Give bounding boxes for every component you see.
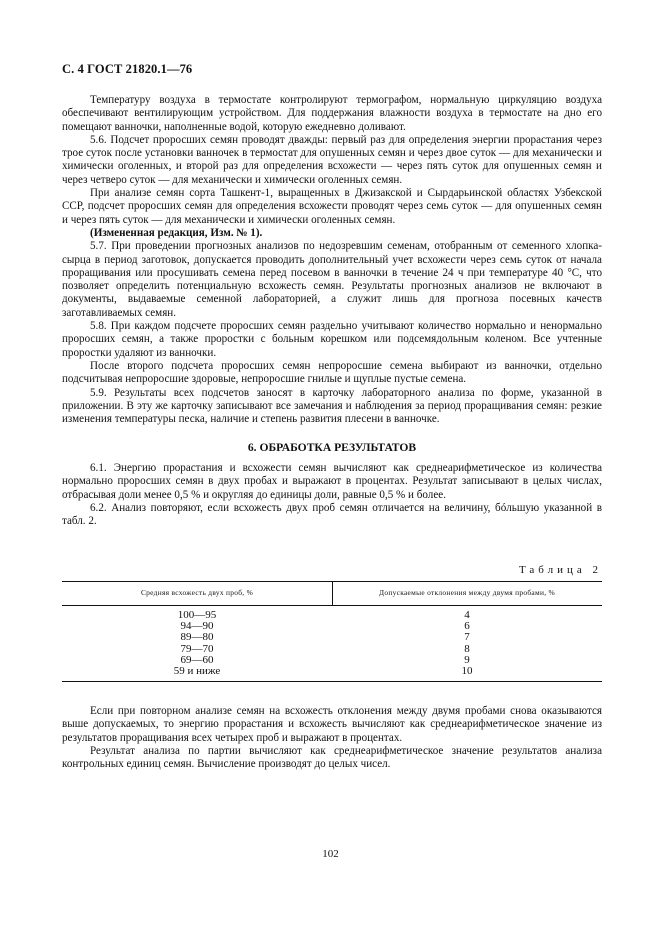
- section-6-text: [62, 462, 602, 528]
- closing-text: [62, 705, 602, 771]
- section-5-text: [62, 94, 602, 426]
- table-cell-deviation: 4: [464, 609, 470, 621]
- table-cell-range: 89—80: [180, 631, 214, 644]
- table-cell-deviation: 10: [461, 664, 473, 677]
- paragraph-tashkent: При анализе семян сорта Ташкент-1, выращенных в Джизакской и Сырдарьинской областях Узбекской ССР, подсчет проросших семян для определения всхожести проводят через семь суток — для опушенных семян и через пять суток — для механически и химически оголенных семян.: [62, 187, 602, 226]
- table-cell-range: 100—95: [177, 609, 217, 621]
- paragraph-5-6: 5.6. Подсчет проросших семян проводят дважды: первый раз для определения энергии прорастания через трое суток после установки ванночек в термостат для опушенных семян и через двое суток — для механически и химически оголенных, и второй раз для определения всхожести — через пять суток для опушенных семян и через четверо суток — для механически и химически оголенных семян.: [62, 133, 602, 186]
- paragraph-6-1: 6.1. Энергию прорастания и всхожести семян вычисляют как среднеарифметическое из количества нормально проросших семян в двух пробах и выражают в процентах. Результат записывают в целых числах, отбрасывая доли менее 0,5 % и округляя до единицы доли, равные 0,5 % и более.: [62, 462, 602, 501]
- paragraph-batch-result: Результат анализа по партии вычисляют как среднеарифметическое значение результатов анализа контрольных единиц семян. Вычисление производят до целых чисел.: [62, 744, 602, 771]
- table-cell-range: 79—70: [180, 642, 214, 655]
- paragraph-repeat-analysis: Если при повторном анализе семян на всхожесть отклонения между двумя пробами снова оказываются выше допускаемых, то энергию прорастания и всхожесть вычисляют как среднеарифметическое значение из результатов проращивания всех четырех проб и выражают в процентах.: [62, 705, 602, 744]
- table-rule-header: [62, 605, 602, 606]
- table-cell-range: 69—60: [180, 653, 214, 666]
- page-number: 102: [322, 848, 339, 860]
- table-caption: Таблица 2: [518, 564, 602, 576]
- paragraph-thermostat: Температуру воздуха в термостате контролируют термографом, нормальную циркуляцию воздуха обеспечивают вентилирующим устройством. Для поддержания влажности воздуха в термостате на дно его помещают ванночки, наполненные водой, которую ежедневно доливают.: [62, 94, 602, 133]
- table-cell-range: 59 и ниже: [173, 664, 221, 677]
- paragraph-5-7: 5.7. При проведении прогнозных анализов по недозревшим семенам, отобранным от семенного хлопка-сырца в период заготовок, допускается проводить дополнительный учет всхожести через семь суток от начала проращивания или просушивать семена перед посевом в ванночки в течение 24 ч при температуре 40 °С, что позволяет определить потенциальную всхожесть семян. Результаты прогнозных анализов не включают в документы, выдаваемые семенной лабораторией, а служит лишь для прогноза посевных качеств заготавливаемых семян.: [62, 240, 602, 319]
- section-heading: 6. ОБРАБОТКА РЕЗУЛЬТАТОВ: [247, 441, 417, 454]
- page-header: С. 4 ГОСТ 21820.1—76: [62, 62, 193, 76]
- table-cell-deviation: 9: [464, 653, 470, 666]
- table-cell-deviation: 8: [464, 642, 470, 655]
- paragraph-6-2: 6.2. Анализ повторяют, если всхожесть двух проб семян отличается на величину, бóльшую указанной в табл. 2.: [62, 501, 602, 528]
- table-header-germination: Средняя всхожесть двух проб, %: [140, 588, 254, 597]
- table-cell-range: 94—90: [180, 620, 214, 633]
- table-cell-deviation: 7: [464, 631, 470, 644]
- table-cell-deviation: 6: [464, 620, 470, 633]
- paragraph-5-8: 5.8. При каждом подсчете проросших семян раздельно учитывают количество нормально и ненормально проросших семян, а также проростки с больным корешком или подсемядольным коленом. Все учтенные проростки удаляют из ванночки.: [62, 320, 602, 359]
- paragraph-5-9: 5.9. Результаты всех подсчетов заносят в карточку лабораторного анализа по форме, указанной в приложении. В эту же карточку записывают все замечания и наблюдения за период проращивания семян: резкие изменения температуры песка, наличие и степень развития плесени в ванночке.: [62, 386, 602, 426]
- paragraph-second-count: После второго подсчета проросших семян непроросшие семена выбирают из ванночки, отдельно подсчитывая непроросшие здоровые, непроросшие гнилые и щуплые пустые семена.: [62, 359, 602, 386]
- table-rule-bottom: [62, 681, 602, 682]
- table-column-germination: [62, 610, 332, 677]
- table-header-deviation: Допускаемые отклонения между двумя пробами, %: [379, 588, 555, 597]
- amendment-note: (Измененная редакция, Изм. № 1).: [90, 226, 263, 239]
- table-column-deviation: [332, 610, 602, 677]
